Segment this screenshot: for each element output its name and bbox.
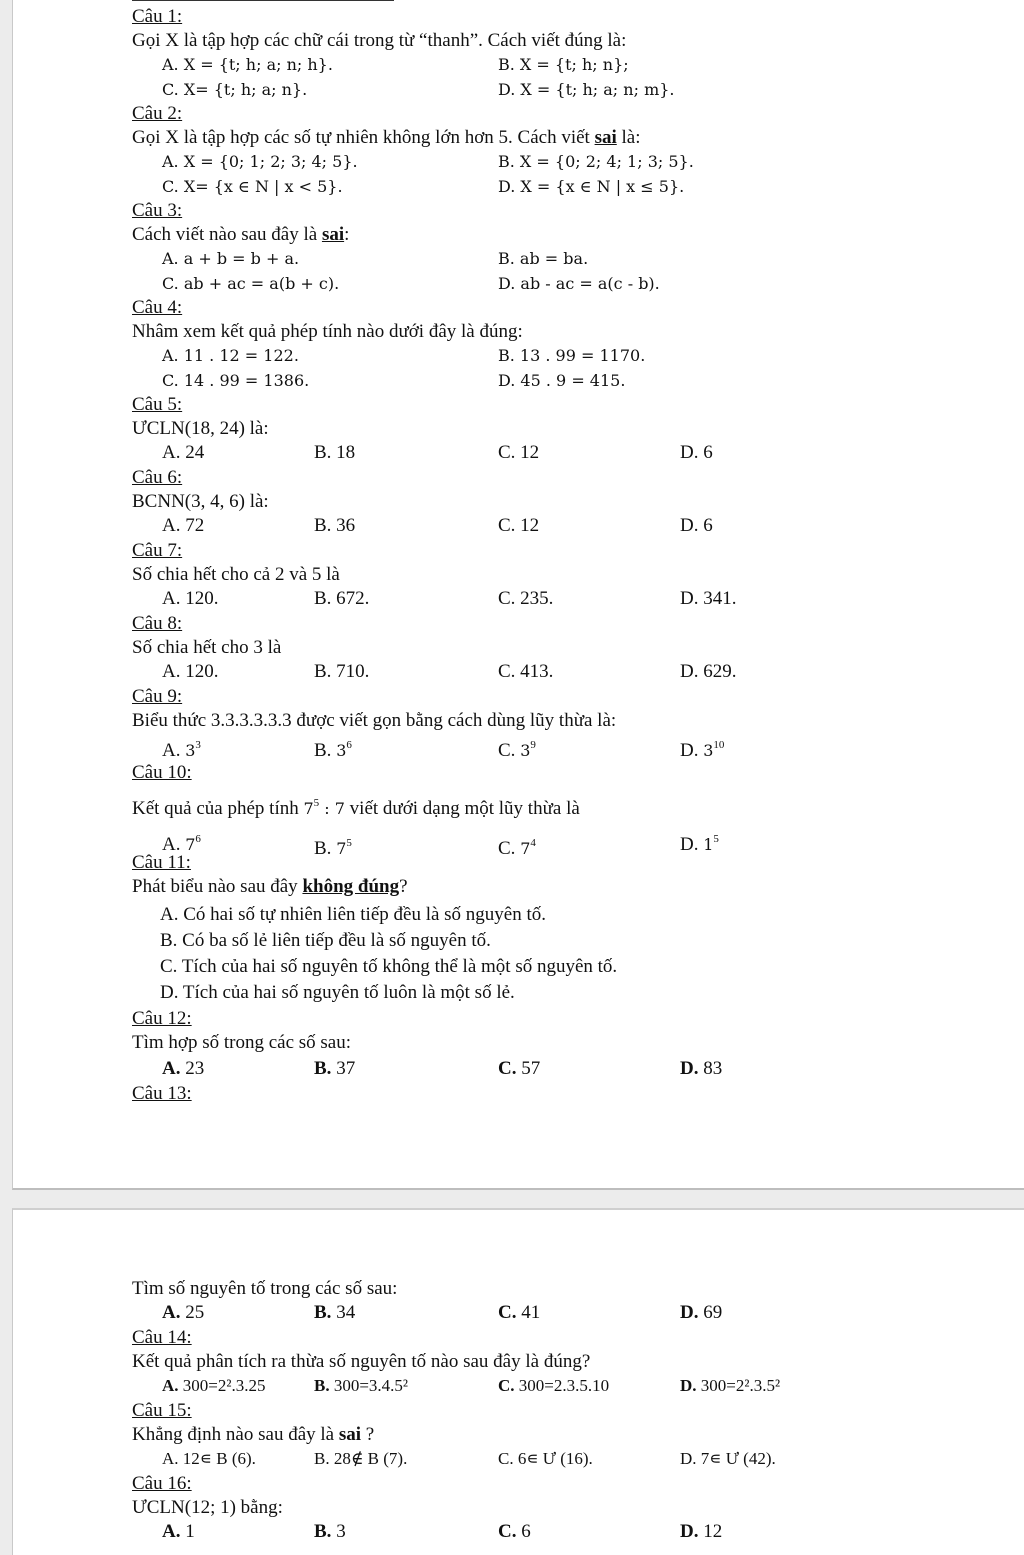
question-13 — [132, 1278, 723, 1327]
question-8 — [132, 613, 737, 686]
option-a: A. 120. — [162, 588, 219, 609]
question-text: Tìm hợp số trong các số sau: — [132, 1032, 352, 1053]
question-text: ƯCLN(12; 1) bằng: — [132, 1497, 283, 1518]
option-a: A. Có hai số tự nhiên liên tiếp đều là số nguyên tố. — [160, 904, 547, 925]
question-5 — [132, 394, 713, 467]
option-b: B. X = {0; 2; 4; 1; 3; 5}. — [498, 152, 694, 171]
question-text: Khẳng định nào sau đây là sai ? — [132, 1424, 375, 1445]
option-d: D. 6 — [680, 442, 713, 463]
question-text: Kết quả phân tích ra thừa số nguyên tố nào sau đây là đúng? — [132, 1351, 591, 1372]
question-label: Câu 10: — [132, 762, 192, 783]
option-d: D. 7∊ Ư (42). — [680, 1449, 776, 1468]
option-d: D. 83 — [680, 1058, 723, 1079]
option-c: C. 300=2.3.5.10 — [498, 1376, 610, 1395]
option-b: B. 28∉ B (7). — [314, 1449, 408, 1468]
question-label: Câu 3: — [132, 200, 183, 221]
option-d: D. 45 . 9 = 415. — [498, 371, 626, 390]
option-c: C. 235. — [498, 588, 554, 609]
option-c: C. 6 — [498, 1521, 531, 1542]
question-label: Câu 1: — [132, 6, 183, 27]
question-6 — [132, 467, 713, 540]
question-11 — [132, 852, 617, 1008]
option-a: A. 120. — [162, 661, 219, 682]
question-text: Số chia hết cho cả 2 và 5 là — [132, 564, 340, 585]
option-a: A. 72 — [162, 515, 205, 536]
option-d: D. 69 — [680, 1302, 723, 1323]
question-label: Câu 2: — [132, 103, 183, 124]
question-7 — [132, 540, 737, 613]
option-d: D. 6 — [680, 515, 713, 536]
option-b: B. 34 — [314, 1302, 356, 1323]
question-label: Câu 15: — [132, 1400, 192, 1421]
option-c: C. X= {t; h; a; n}. — [162, 80, 308, 99]
question-13-label: Câu 13: — [132, 1083, 192, 1104]
option-d: D. $3^{10}$ — [680, 739, 725, 761]
option-b: B. ab = ba. — [498, 249, 589, 268]
option-a: A. $7^6$ — [162, 833, 201, 855]
option-a: A. 1 — [162, 1521, 195, 1542]
option-c: C. ab + ac = a(b + c). — [162, 274, 340, 293]
question-text: Tìm số nguyên tố trong các số sau: — [132, 1278, 398, 1299]
option-a: A. 12∊ B (6). — [162, 1449, 256, 1468]
option-a: A. 23 — [162, 1058, 205, 1079]
option-d: D. 300=2².3.5² — [680, 1376, 781, 1395]
option-c: C. 12 — [498, 442, 540, 463]
question-4 — [132, 297, 646, 395]
option-d: D. 341. — [680, 588, 737, 609]
option-d: D. 12 — [680, 1521, 723, 1542]
option-a: A. 24 — [162, 442, 205, 463]
emphasis: sai — [321, 224, 345, 245]
question-text: ƯCLN(18, 24) là: — [132, 418, 269, 439]
option-a: A. X = {t; h; a; n; h}. — [162, 55, 333, 74]
question-label: Câu 14: — [132, 1327, 192, 1348]
option-c: C. 41 — [498, 1302, 541, 1323]
option-d: D. $1^5$ — [680, 833, 719, 855]
question-text: BCNN(3, 4, 6) là: — [132, 491, 269, 512]
option-b: B. 36 — [314, 515, 356, 536]
option-b: B. $7^5$ — [314, 837, 352, 859]
question-12 — [132, 1008, 723, 1107]
option-c: C. 413. — [498, 661, 554, 682]
question-text: Phát biểu nào sau đây không đúng? — [132, 876, 408, 897]
page-gap — [0, 1190, 1024, 1208]
question-text: Biểu thức 3.3.3.3.3.3 được viết gọn bằng cách dùng lũy thừa là: — [132, 710, 617, 731]
option-a: A. X = {0; 1; 2; 3; 4; 5}. — [162, 152, 358, 171]
option-c: C. 14 . 99 = 1386. — [162, 371, 310, 390]
option-c: C. 12 — [498, 515, 540, 536]
question-10 — [132, 762, 719, 860]
question-label: Câu 11: — [132, 852, 191, 873]
option-b: B. 13 . 99 = 1170. — [498, 346, 646, 365]
question-label: Câu 5: — [132, 394, 183, 415]
question-text: Gọi X là tập hợp các chữ cái trong từ “thanh”. Cách viết đúng là: — [132, 30, 627, 51]
question-text: Cách viết nào sau đây là sai: — [132, 224, 350, 245]
option-a: A. a + b = b + a. — [162, 249, 300, 268]
question-label: Câu 16: — [132, 1473, 192, 1494]
question-label: Câu 12: — [132, 1008, 192, 1029]
option-b: B. 37 — [314, 1058, 356, 1079]
option-c: C. 57 — [498, 1058, 541, 1079]
option-c: C. $7^4$ — [498, 837, 536, 859]
option-d: D. ab - ac = a(c - b). — [498, 274, 660, 293]
question-label: Câu 8: — [132, 613, 183, 634]
option-d: D. 629. — [680, 661, 737, 682]
question-text: Kết quả của phép tính $7^5$ : 7 viết dưới dạng một lũy thừa là — [132, 797, 580, 819]
emphasis: không đúng — [302, 876, 400, 897]
question-2 — [132, 103, 694, 201]
option-b: B. Có ba số lẻ liên tiếp đều là số nguyên tố. — [160, 930, 491, 951]
question-15 — [132, 1400, 776, 1473]
option-b: B. 18 — [314, 442, 356, 463]
question-14 — [132, 1327, 781, 1400]
question-label: Câu 4: — [132, 297, 183, 318]
emphasis: sai — [594, 127, 617, 148]
option-b: B. 672. — [314, 588, 370, 609]
option-a: A. $3^3$ — [162, 739, 201, 761]
option-d: D. Tích của hai số nguyên tố luôn là một số lẻ. — [160, 982, 515, 1003]
option-a: A. 300=2².3.25 — [162, 1376, 266, 1395]
option-b: B. X = {t; h; n}; — [498, 55, 629, 74]
question-16 — [132, 1473, 723, 1546]
question-text: Số chia hết cho 3 là — [132, 637, 282, 658]
question-label: Câu 6: — [132, 467, 183, 488]
option-d: D. X = {t; h; a; n; m}. — [498, 80, 675, 99]
question-text: Gọi X là tập hợp các số tự nhiên không lớn hơn 5. Cách viết sai là: — [132, 127, 641, 148]
emphasis: sai — [338, 1424, 362, 1445]
option-a: A. 11 . 12 = 122. — [162, 346, 299, 365]
option-b: B. 710. — [314, 661, 370, 682]
option-b: B. $3^6$ — [314, 739, 352, 761]
option-c: C. Tích của hai số nguyên tố không thể là một số nguyên tố. — [160, 956, 618, 977]
option-d: D. X = {x ∈ N | x ≤ 5}. — [498, 177, 685, 196]
option-b: B. 3 — [314, 1521, 346, 1542]
question-label: Câu 9: — [132, 686, 183, 707]
option-c: C. $3^9$ — [498, 739, 536, 761]
option-b: B. 300=3.4.5² — [314, 1376, 409, 1395]
question-1 — [132, 6, 675, 104]
question-text: Nhâm xem kết quả phép tính nào dưới đây là đúng: — [132, 321, 523, 342]
top-rule — [132, 0, 394, 1]
option-c: C. X= {x ∈ N | x < 5}. — [162, 177, 343, 196]
option-c: C. 6∊ Ư (16). — [498, 1449, 593, 1468]
question-9 — [132, 686, 725, 761]
option-a: A. 25 — [162, 1302, 205, 1323]
question-label: Câu 7: — [132, 540, 183, 561]
question-3 — [132, 200, 660, 298]
